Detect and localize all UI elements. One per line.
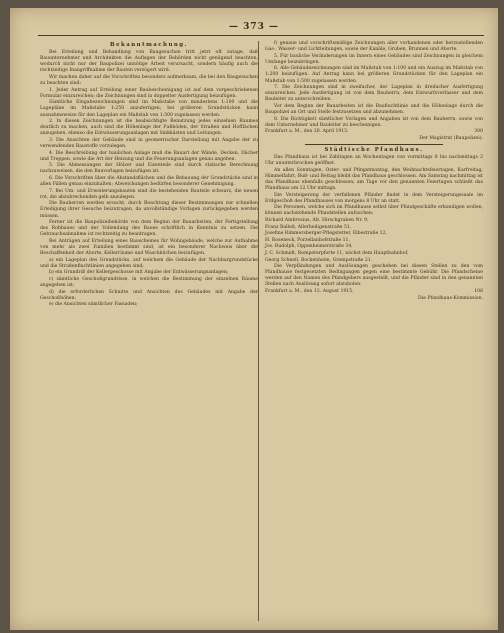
paragraph: 2. In diesen Zeichnungen ist die beabsichtigte Benutzung jedes einzelnen Raumes deutlich zu machen, auch sind die Höhenlage der Fußböden, der Straßen und Hofflächen anzugeben, ebenso die Entwässerungsanlagen mit Sinkkästen und Leitungen. xyxy=(40,119,258,137)
paragraph: 7. Die Zeichnungen sind in zweifacher, der Lageplan in dreifacher Ausfertigung einzureichen. Jede Ausfertigung ist von dem Bauherrn, dem Entwurfsverfasser und dem Bauleiter zu unterschreiben. xyxy=(265,85,483,103)
paragraph: Wir machen daher auf die Vorschriften besonders aufmerksam, die bei den Baugesuchen zu beachten sind: xyxy=(40,74,258,87)
paragraph: Das Pfandhaus ist bei Zahltagen an Wochentagen von vormittags 8 bis nachmittags 2 Uhr ununterbrochen geöffnet. xyxy=(265,155,483,167)
signature-authority: Der Magistrat (Baupolizei). xyxy=(419,135,483,141)
announcement-heading: Bekanntmachung. xyxy=(110,42,188,48)
left-column xyxy=(40,41,258,309)
pawn-office-entry: Josefine Rimmersberger-Pflegstetter, Elbestraße 12, xyxy=(265,231,387,237)
pawn-office-entry: H. Roseneck, Porzellanhofstraße 11, xyxy=(265,237,350,243)
paragraph: 1. Jeder Antrag auf Erteilung einer Baubescheinigung ist auf dem vorgeschriebenen Formular einzureichen; die Zeichnungen sind in doppelter Ausfertigung beizufügen. xyxy=(40,87,258,99)
signature-page-ref: 300 xyxy=(474,129,483,135)
pawn-office-entry: Jos. Rudolph, Oppenheimerstraße 34, xyxy=(265,244,353,250)
pfandhaus-heading: Städtische Pfandhaus. xyxy=(324,147,424,153)
paragraph: Ferner ist die Baupolizeibehörde von dem Beginn der Bauarbeiten, der Fertigstellung des Rohbaues und der Vollendung des Baues schriftlich in Kenntnis zu setzen. Die Gebrauchsabnahme ist rechtzeitig zu beantragen. xyxy=(40,220,258,238)
pawn-office-entry: J. C. Schmidt, Rompeterpforte 11, nächst dem Hauptbahnhof, xyxy=(265,251,409,256)
paragraph: Die Versteigerung der verfallenen Pfänder findet in dem Versteigerungssaale im Erdgeschoß des Pfandhauses von morgens 8 Uhr an statt. xyxy=(265,192,483,204)
paragraph: Sämtliche Eingabezeichnungen sind im Maßstabe von mindestens 1:100 und die Lagepläne im Maßstabe 1:250 anzufertigen; bei größeren Grundstücken kann ausnahmsweise für den Lageplan ein Maßstab von 1:500 zugelassen werden. xyxy=(40,100,258,118)
list-item: c) sämtliche Geschoßgrundrisse, in welchen die Bestimmung der einzelnen Räume angegeben ist; xyxy=(40,276,258,289)
paragraph: 3. Die Ansichten der Gebäude sind in geometrischer Darstellung mit Angabe der zu verwendenden Baustoffe vorzulegen. xyxy=(40,137,258,149)
closing-page-ref: 106 xyxy=(474,289,483,295)
header-rule xyxy=(38,35,484,36)
right-column xyxy=(265,41,483,303)
paragraph: Die Verpfändungen und Auslösungen geschehen bei diesen Stellen zu den vom Pfandhause festgesetzten Bedingungen gegen eine bestimmte Gebühr. Die Pfandscheine werden auf den Namen des Pfandgebers ausgestellt, und die Pfänder sind in den genannten Stellen nach Auslösung sofort abzuholen. xyxy=(265,264,483,288)
closing-date: Frankfurt a. M., den 13. August 1915. xyxy=(265,289,354,295)
newspaper-page xyxy=(10,8,498,630)
paragraph: 5. Die Abmessungen der Hölzer und Eisenteile sind durch statische Berechnung nachzuweisen, die den Bauvorlagen beizufügen ist. xyxy=(40,163,258,175)
list-item: e) die Ansichten sämtlicher Fassaden; xyxy=(49,302,138,308)
paragraph: Vor dem Beginn der Bauarbeiten ist die Baufluchtlinie und die Höhenlage durch die Baupolizei an Ort und Stelle festzusetzen und abzunehmen. xyxy=(265,103,483,116)
paragraph: An allen Sonntagen, Oster- und Pfingstmontag, den Weihnachtsfeiertagen, Karfreitag, Himmelfahrt, Buß- und Bettag bleibt das Pfandhaus geschlossen. Am Samstag nachmittag ist das Pfandhaus ebenfalls geschlossen; am Tage vor den genannten Feiertagen schließt das Pfandhaus um 12 Uhr mittags. xyxy=(265,167,484,192)
signature-line xyxy=(265,129,483,135)
pawn-office-entry: Georg Schnell, Bockenheim, Grempstraße 21. xyxy=(265,257,373,263)
paragraph: 5. Für bauliche Veränderungen im Innern eines Gebäudes sind Zeichnungen in gleichem Umfange beizubringen. xyxy=(265,53,483,65)
closing-authority: Die Pfandhaus-Kommission. xyxy=(418,295,483,301)
closing-signature-line xyxy=(265,289,483,295)
paragraph: 4. Die Beschreibung der baulichen Anlage muß die Bauart der Wände, Decken, Dächer und Treppen, sowie die Art der Heizung und die Feuerungsanlagen genau angeben. xyxy=(40,150,258,162)
signature-date: Frankfurt a. M., den 20. April 1915. xyxy=(265,129,349,135)
section-separator xyxy=(305,144,443,145)
pawn-office-entry: Franz Balleß, Allerheiligenstraße 51, xyxy=(265,224,352,230)
pawn-office-entry: Richard Ambrosius, Alt. Hirschgraben Nr. 9, xyxy=(265,218,369,224)
paragraph: 8. Die Richtigkeit sämtlicher Vorlagen und Angaben ist von dem Bauherrn, sowie von dem Unternehmer und Bauleiter zu bescheinigen. xyxy=(265,116,483,128)
list-item: d) die erforderlichen Schnitte und Ansichten des Gebäudes mit Angabe der Geschoßhöhen; xyxy=(40,289,258,301)
paragraph: 6. Alle Gebäudezeichnungen sind im Maßstab von 1:100 und ein Auszug im Maßstab von 1:200 beizufügen. Auf Antrag kann bei größeren Grundstücken für den Lageplan ein Maßstab von 1:500 zugelassen werden. xyxy=(265,66,483,84)
list-item: a) ein Lageplan des Grundstücks, auf welchem die Gebäude der Nachbargrundstücke und die Straßenfluchtlinien angegeben sind; xyxy=(40,257,258,269)
paragraph: Bei Erteilung und Behandlung von Baugesuchen tritt jetzt oft zutage, daß Bauunternehmer und Architekten die Auflagen der Behörden nicht genügend beachten, wodurch nicht nur der Baupolizei unnötige Arbeit verursacht, sondern häufig auch die rechtzeitige Inangriffnahme der Bauten verzögert wird. xyxy=(40,50,258,74)
paragraph: Bei Anträgen auf Erteilung eines Bauscheines für Wohngebäude, welche zur Aufnahme von mehr als zwei Familien bestimmt sind, ist ein besonderer Nachweis über die Beschaffenheit der Aborte, Kellerräume und Waschküchen beizufügen. xyxy=(40,238,258,257)
paragraph: 6. Die Vorschriften über die Abstandsflächen und die Bebauung der Grundstücke sind in allen Fällen genau einzuhalten; Abweichungen bedürfen besonderer Genehmigung. xyxy=(40,175,258,188)
list-item: b) ein Grundriß der Kellergeschosse mit Angabe der Entwässerungsanlagen; xyxy=(49,270,229,276)
paragraph: 7. Bei Um- und Erweiterungsbauten sind die bestehenden Bauteile schwarz, die neuen rot, die abzubrechenden gelb anzulegen. xyxy=(40,188,258,200)
paragraph: f) genaue und vorschriftsmäßige Zeichnungen aller vorhandenen oder herzustellenden Gas-, Wasser- und Lichtleitungen, sowie der Kanäle, Gruben, Brunnen und Aborte. xyxy=(265,41,483,53)
page-number: — 373 — xyxy=(228,22,280,32)
column-divider xyxy=(258,41,259,621)
paragraph: Die Bauherren werden ersucht, durch Beachtung dieser Bestimmungen zur schnellen Erledigung ihrer Gesuche beizutragen, da unvollständige Vorlagen zurückgegeben werden müssen. xyxy=(40,201,258,219)
paragraph: Die Personen, welche sich im Pfandhause selbst über Pfandgeschäfte erkundigen wollen, können nachstehende Pfandstellen aufsuchen: xyxy=(265,205,483,217)
